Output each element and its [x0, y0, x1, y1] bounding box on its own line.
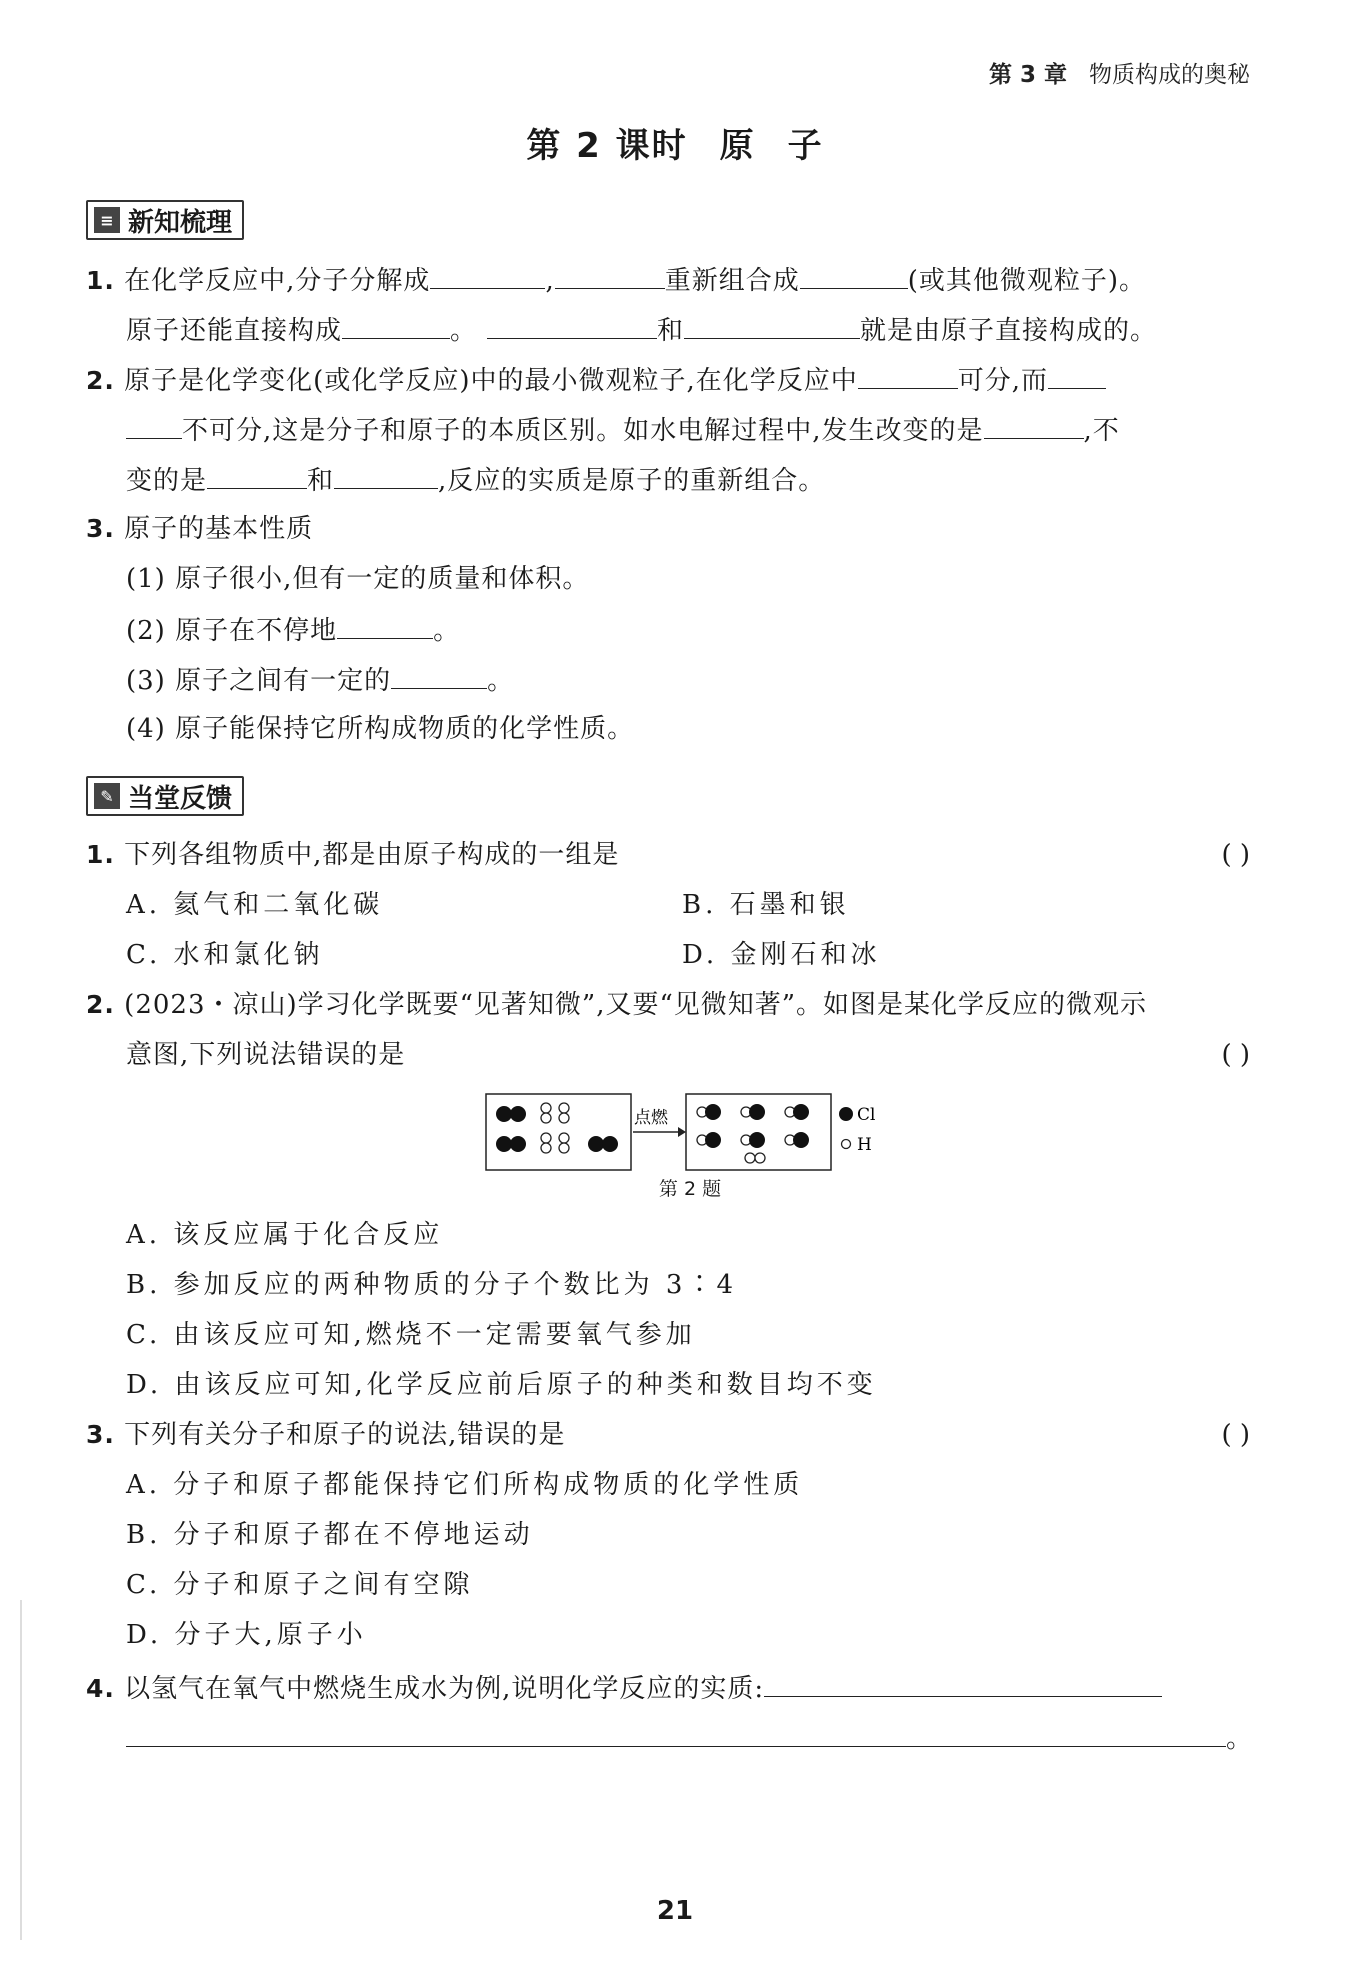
question-text: 就是由原子直接构成的。 [860, 316, 1158, 346]
question-line [86, 1418, 565, 1452]
question-number: 4. [86, 1674, 115, 1703]
question-text: 原子的基本性质 [124, 514, 314, 544]
fill-blank[interactable] [334, 462, 438, 489]
option-c[interactable]: C. 水和氯化钠 [126, 940, 324, 970]
question-line [86, 988, 1147, 1022]
question-number: 3. [86, 514, 115, 543]
option-c[interactable]: C. 分子和原子之间有空隙 [126, 1570, 474, 1600]
cl-legend-label: Cl [857, 1105, 876, 1125]
pencil-icon: ✎ [94, 783, 120, 809]
fill-blank[interactable] [487, 312, 657, 339]
question-number: 2. [86, 366, 115, 395]
hcl-molecule [741, 1104, 765, 1120]
question-text: (或其他微观粒子)。 [907, 266, 1147, 296]
option-c[interactable]: C. 由该反应可知,燃烧不一定需要氧气参加 [126, 1320, 696, 1350]
section-heading-label: 当堂反馈 [128, 783, 233, 814]
cl-legend-icon [839, 1107, 853, 1121]
lesson-title [0, 118, 1350, 167]
sub-item [126, 712, 634, 746]
section-heading-label: 新知梳理 [128, 207, 233, 238]
hcl-molecule [741, 1132, 765, 1148]
question-number: 1. [86, 840, 115, 869]
fill-blank[interactable] [126, 412, 182, 439]
question-text: 可分,而 [957, 366, 1048, 396]
cl2-molecule [496, 1106, 526, 1122]
chapter-number: 第 3 章 [988, 62, 1067, 88]
hcl-molecule [785, 1132, 809, 1148]
h2-molecule [541, 1103, 551, 1123]
answer-bracket[interactable]: ( ) [1221, 1420, 1250, 1450]
fill-blank[interactable] [391, 662, 487, 689]
sub-item [126, 662, 514, 698]
option-a[interactable]: A. 该反应属于化合反应 [126, 1220, 444, 1250]
fill-blank[interactable] [207, 462, 307, 489]
question-text: 变的是 [126, 466, 208, 496]
question-line [86, 262, 1146, 298]
fill-blank[interactable] [800, 262, 908, 289]
question-line [86, 838, 619, 872]
figure-caption: 第 2 题 [658, 1178, 722, 1200]
answer-bracket[interactable]: ( ) [1221, 1040, 1250, 1070]
section-heading-new-knowledge [86, 200, 244, 240]
question-text: , [545, 266, 555, 296]
question-text: 在化学反应中,分子分解成 [124, 266, 431, 296]
question-text: 原子还能直接构成 [126, 316, 343, 346]
sub-item-text: 。 [433, 616, 461, 646]
h2-molecule [745, 1153, 765, 1163]
option-b[interactable]: B. 分子和原子都在不停地运动 [126, 1520, 534, 1550]
lesson-title-char-1: 原 [719, 126, 756, 166]
question-number: 3. [86, 1420, 115, 1449]
option-d[interactable]: D. 金刚石和冰 [682, 940, 881, 970]
option-a[interactable]: A. 氦气和二氧化碳 [126, 890, 384, 920]
question-number: 2. [86, 990, 115, 1019]
question-text: 和 [307, 466, 335, 496]
cl2-molecule [496, 1136, 526, 1152]
cl2-molecule [588, 1136, 618, 1152]
question-line [126, 412, 1120, 448]
fill-blank[interactable] [1048, 362, 1106, 389]
sub-item-text: (2) 原子在不停地 [126, 616, 338, 646]
question-line [86, 362, 1106, 398]
chapter-header [989, 56, 1250, 89]
reactants-box [486, 1094, 631, 1170]
reaction-arrow-head [678, 1127, 686, 1137]
page-edge [20, 1600, 22, 1940]
question-text: 重新组合成 [664, 266, 800, 296]
question-text: 和 [657, 316, 685, 346]
h2-molecule [559, 1133, 569, 1153]
question-text: 下列各组物质中,都是由原子构成的一组是 [124, 840, 620, 870]
answer-line[interactable] [764, 1670, 1162, 1697]
question-text: 。 [1226, 1724, 1254, 1754]
h2-molecule [559, 1103, 569, 1123]
question-text: 原子是化学变化(或化学反应)中的最小微观粒子,在化学反应中 [124, 366, 858, 396]
question-text: ,不 [1083, 416, 1120, 446]
question-line [126, 1038, 405, 1072]
sub-item [126, 562, 589, 596]
answer-bracket[interactable]: ( ) [1221, 840, 1250, 870]
question-line [126, 462, 825, 498]
hcl-molecule [697, 1132, 721, 1148]
h-legend-icon [842, 1140, 851, 1149]
sub-item-text: (4) 原子能保持它所构成物质的化学性质。 [126, 714, 635, 744]
option-b[interactable]: B. 石墨和银 [682, 890, 850, 920]
fill-blank[interactable] [858, 362, 958, 389]
condition-label: 点燃 [634, 1108, 668, 1128]
chapter-title: 物质构成的奥秘 [1089, 62, 1250, 88]
h2-molecule [541, 1133, 551, 1153]
hcl-molecule [785, 1104, 809, 1120]
fill-blank[interactable] [555, 262, 665, 289]
option-a[interactable]: A. 分子和原子都能保持它们所构成物质的化学性质 [126, 1470, 804, 1500]
question-number: 1. [86, 266, 115, 295]
option-d[interactable]: D. 分子大,原子小 [126, 1620, 367, 1650]
sub-item [126, 612, 460, 648]
question-text: 意图,下列说法错误的是 [126, 1040, 406, 1070]
question-text: 不可分,这是分子和原子的本质区别。如水电解过程中,发生改变的是 [182, 416, 984, 446]
question-line [86, 512, 313, 546]
hcl-molecule [697, 1104, 721, 1120]
fill-blank[interactable] [430, 262, 545, 289]
sub-item-text: (1) 原子很小,但有一定的质量和体积。 [126, 564, 590, 594]
question-line [126, 312, 1157, 348]
lesson-title-char-2: 子 [787, 126, 824, 166]
question-text: 以氢气在氧气中燃烧生成水为例,说明化学反应的实质: [124, 1674, 765, 1704]
answer-line[interactable] [126, 1720, 1226, 1747]
question-line [126, 1720, 1253, 1756]
question-text: ,反应的实质是原子的重新组合。 [438, 466, 826, 496]
h-legend-label: H [857, 1135, 872, 1155]
fill-blank[interactable] [342, 312, 450, 339]
fill-blank[interactable] [984, 412, 1084, 439]
lesson-number: 第 2 课时 [526, 126, 688, 166]
option-d[interactable]: D. 由该反应可知,化学反应前后原子的种类和数目均不变 [126, 1370, 877, 1400]
page-number: 21 [656, 1896, 694, 1926]
sub-item-text: 。 [487, 666, 515, 696]
notebook-icon: ≡ [94, 207, 120, 233]
question-line [86, 1670, 1162, 1706]
sub-item-text: (3) 原子之间有一定的 [126, 666, 392, 696]
fill-blank[interactable] [337, 612, 433, 639]
section-heading-feedback [86, 776, 244, 816]
question-text: 下列有关分子和原子的说法,错误的是 [124, 1420, 566, 1450]
option-b[interactable]: B. 参加反应的两种物质的分子个数比为 3∶4 [126, 1270, 737, 1300]
question-text: 。 [450, 316, 478, 346]
question-text: (2023・凉山)学习化学既要“见著知微”,又要“见微知著”。如图是某化学反应的微观示 [124, 990, 1148, 1020]
fill-blank[interactable] [684, 312, 860, 339]
